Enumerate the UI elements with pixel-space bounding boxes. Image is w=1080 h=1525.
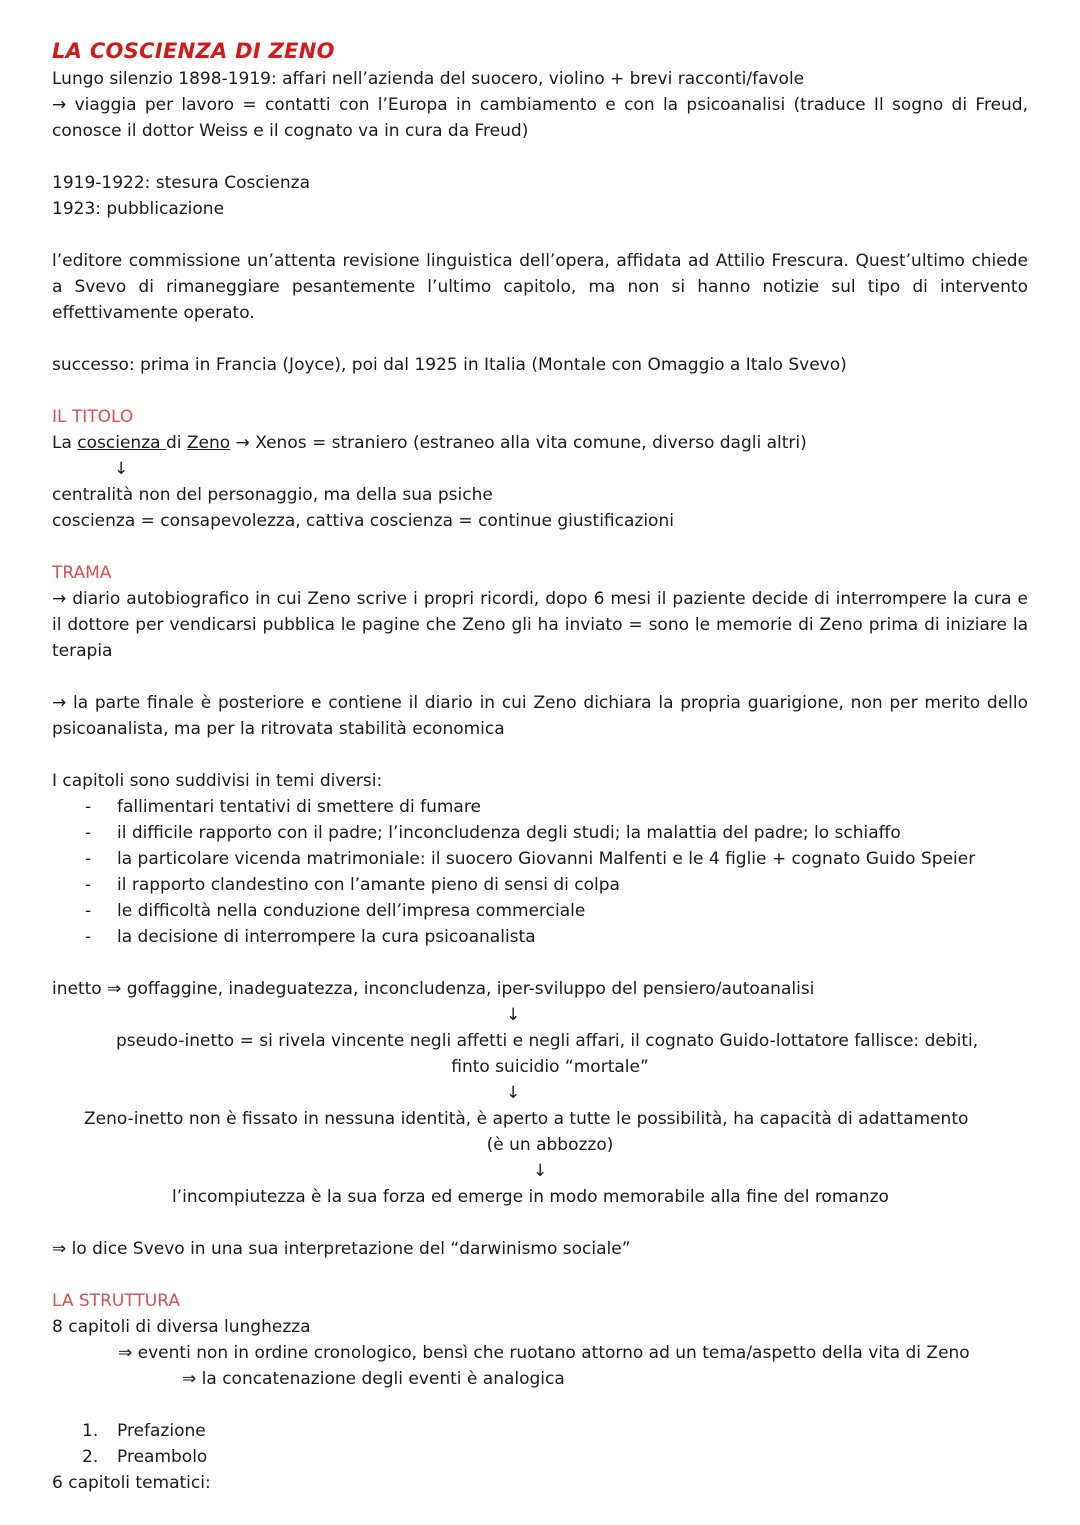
abbozzo-line: (è un abbozzo) [486,1135,614,1155]
section-heading-trama: TRAMA [52,563,112,583]
list-item: - fallimentari tentativi di smettere di fumare [52,794,1028,820]
list-item: - il rapporto clandestino con l’amante pieno di sensi di colpa [52,872,1028,898]
down-arrow: ↓ [506,1083,521,1103]
list-item: - la particolare vicenda matrimoniale: il suocero Giovanni Malfenti e le 4 figlie + cognato Guido Speier [52,846,1028,872]
editor-paragraph: l’editore commissione un’attenta revisione linguistica dell’opera, affidata ad Attilio Frescura. Quest’ultimo chiede a Svevo di rimaneggiare pesantemente l’ultimo capitolo, ma non si hanno notizie sul tipo di intervento effettivamente operato. [52,251,1028,323]
intro-line-2: → viaggia per lavoro = contatti con l’Europa in cambiamento e con la psicoanalisi (traduce Il sogno di Freud, conosce il dottor Weiss e il cognato va in cura da Freud) [52,95,1028,141]
date-pubblicazione: 1923: pubblicazione [52,199,225,219]
document-page [52,36,1028,1496]
titolo-line-3: coscienza = consapevolezza, cattiva coscienza = continue giustificazioni [52,511,674,531]
intro-line-1: Lungo silenzio 1898-1919: affari nell’azienda del suocero, violino + brevi racconti/favole [52,69,805,89]
down-arrow: ↓ [114,459,129,479]
down-arrow: ↓ [506,1005,521,1025]
trama-paragraph-1: → diario autobiografico in cui Zeno scrive i propri ricordi, dopo 6 mesi il paziente decide di interrompere la cura e il dottore per vendicarsi pubblica le pagine che Zeno gli ha inviato = sono le memorie di Zeno prima di iniziare la terapia [52,589,1028,661]
incompiutezza-line: l’incompiutezza è la sua forza ed emerge in modo memorabile alla fine del romanzo [172,1187,889,1207]
section-heading-titolo: IL TITOLO [52,407,134,427]
list-item: - le difficoltà nella conduzione dell’impresa commerciale [52,898,1028,924]
pseudo-inetto-line: pseudo-inetto = si rivela vincente negli affetti e negli affari, il cognato Guido-lottatore fallisce: debiti, [116,1031,979,1051]
inetto-line: inetto ⇒ goffaggine, inadeguatezza, inconcludenza, iper-sviluppo del pensiero/autoanalisi [52,979,815,999]
darwinismo-line: ⇒ lo dice Svevo in una sua interpretazione del “darwinismo sociale” [52,1239,631,1259]
struttura-line-1: 8 capitoli di diversa lunghezza [52,1317,311,1337]
struttura-line-3: ⇒ la concatenazione degli eventi è analogica [182,1369,565,1389]
zeno-underlined: Zeno [186,433,231,453]
down-arrow: ↓ [533,1161,548,1181]
struttura-line-2: ⇒ eventi non in ordine cronologico, bensì che ruotano attorno ad un tema/aspetto della vita di Zeno [118,1343,970,1363]
numbered-list [52,1418,1028,1470]
struttura-line-4: 6 capitoli tematici: [52,1473,211,1493]
list-item: - la decisione di interrompere la cura psicoanalista [52,924,1028,950]
chapters-intro: I capitoli sono suddivisi in temi diversi: [52,771,383,791]
finto-suicidio-line: finto suicidio “mortale” [451,1057,649,1077]
list-item: 2. Preambolo [82,1447,208,1467]
titolo-line-1: La coscienza di Zeno → Xenos = straniero (estraneo alla vita comune, diverso dagli altri) [52,433,807,453]
zeno-inetto-line: Zeno-inetto non è fissato in nessuna identità, è aperto a tutte le possibilità, ha capacità di adattamento [84,1109,969,1129]
trama-paragraph-2: → la parte finale è posteriore e contiene il diario in cui Zeno dichiara la propria guarigione, non per merito dello psicoanalista, ma per la ritrovata stabilità economica [52,693,1028,739]
list-item: 1. Prefazione [82,1421,206,1441]
success-line: successo: prima in Francia (Joyce), poi dal 1925 in Italia (Montale con Omaggio a Italo Svevo) [52,355,847,375]
titolo-line-2: centralità non del personaggio, ma della sua psiche [52,485,493,505]
document-title: LA COSCIENZA DI ZENO [52,39,335,63]
list-item: - il difficile rapporto con il padre; l’inconcludenza degli studi; la malattia del padre; lo schiaffo [52,820,1028,846]
coscienza-underlined: coscienza [77,433,166,453]
date-stesura: 1919-1922: stesura Coscienza [52,173,310,193]
chapters-list [52,794,1028,950]
section-heading-struttura: LA STRUTTURA [52,1291,180,1311]
